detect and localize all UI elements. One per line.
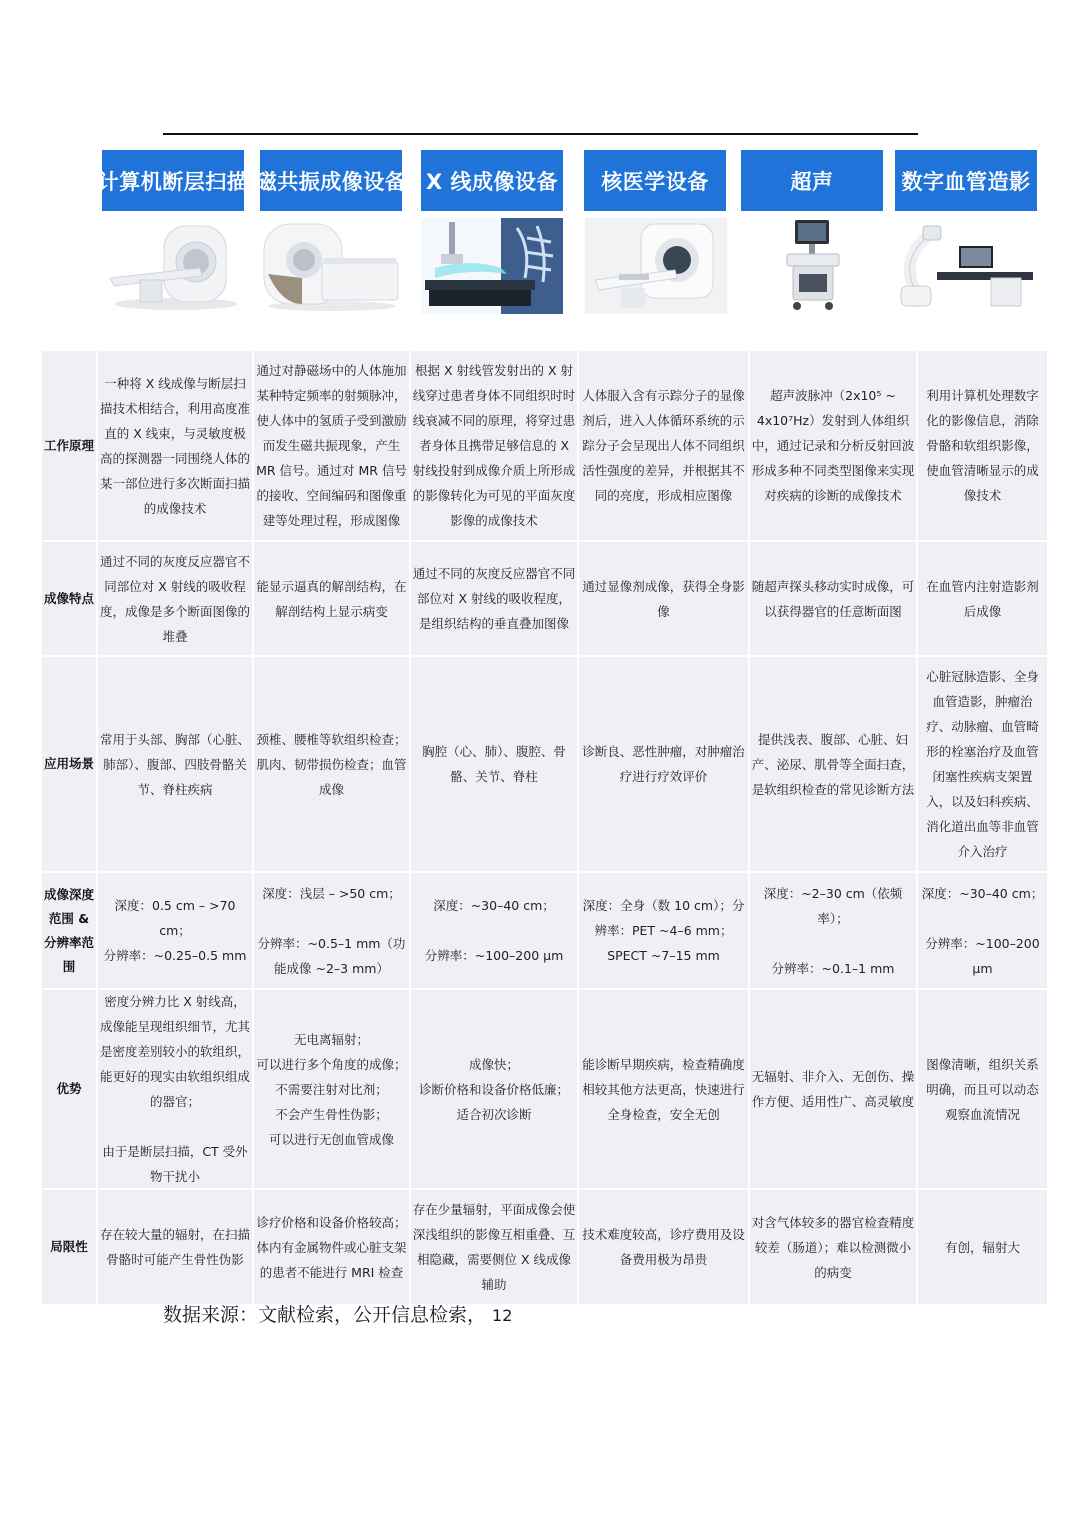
table-cell: 对含气体较多的器官检查精度 较差（肠道）；难以检测微小 的病变 xyxy=(750,1190,916,1304)
comparison-table xyxy=(42,351,1044,1304)
header-nuclear: 核医学设备 xyxy=(584,150,726,211)
table-cell: 颈椎、腰椎等软组织检查； 肌肉、韧带损伤检查；血管 成像 xyxy=(254,657,409,871)
table-cell: 利用计算机处理数字 化的影像信息，消除 骨骼和软组织影像， 使血管清晰显示的成 像技术 xyxy=(918,351,1047,540)
table-cell: 在血管内注射造影剂 后成像 xyxy=(918,542,1047,655)
ct-scanner-image xyxy=(104,218,244,314)
page-number: 12 xyxy=(492,1306,513,1325)
ultrasound-machine-image xyxy=(773,218,853,314)
table-cell: 诊断良、恶性肿瘤，对肿瘤治 疗进行疗效评价 xyxy=(579,657,748,871)
table-cell: 通过对静磁场中的人体施加 某种特定频率的射频脉冲， 使人体中的氢质子受到激励 而发生磁共振现象，产生 MR 信号。通过对 MR 信号 的接收、空间编码和图像重 建等处理过程，形成图像 xyxy=(254,351,409,540)
table-cell: 一种将 X 线成像与断层扫 描技术相结合，利用高度准 直的 X 线束，与灵敏度极 高的探测器一同围绕人体的 某一部位进行多次断面扫描 的成像技术 xyxy=(98,351,252,540)
table-cell: 深度：0.5 cm – >70 cm； 分辨率：~0.25–0.5 mm xyxy=(98,873,252,988)
table-cell: 诊疗价格和设备价格较高； 体内有金属物件或心脏支架 的患者不能进行 MRI 检查 xyxy=(254,1190,409,1304)
row-label-depth-resolution: 成像深度 范围 & 分辨率范 围 xyxy=(42,873,96,988)
table-cell: 胸腔（心、肺）、腹腔、骨 骼、关节、脊柱 xyxy=(411,657,577,871)
table-cell: 成像快； 诊断价格和设备价格低廉； 适合初次诊断 xyxy=(411,990,577,1188)
nuclear-medicine-scanner-image xyxy=(585,218,727,314)
row-label-limitations: 局限性 xyxy=(42,1190,96,1304)
table-cell: 常用于头部、胸部（心脏、 肺部）、腹部、四肢骨骼关 节、脊柱疾病 xyxy=(98,657,252,871)
source-footer xyxy=(163,1300,512,1327)
table-cell: 深度：~2–30 cm（依频 率）； 分辨率：~0.1–1 mm xyxy=(750,873,916,988)
dsa-c-arm-image xyxy=(897,218,1035,314)
table-cell: 存在少量辐射，平面成像会使 深浅组织的影像互相重叠、互 相隐藏，需要侧位 X 线成像 辅助 xyxy=(411,1190,577,1304)
table-cell: 密度分辨力比 X 射线高， 成像能呈现组织细节，尤其 是密度差别较小的软组织， 能更好的现实由软组织组成 的器官； 由于是断层扫描，CT 受外 物干扰小 xyxy=(98,990,252,1188)
table-cell: 心脏冠脉造影、全身 血管造影，肿瘤治 疗、动脉瘤、血管畸 形的栓塞治疗及血管 闭塞性疾病支架置 入，以及妇科疾病、 消化道出血等非血管 介入治疗 xyxy=(918,657,1047,871)
table-cell: 图像清晰，组织关系 明确，而且可以动态 观察血流情况 xyxy=(918,990,1047,1188)
table-cell: 深度：全身（数 10 cm）；分 辨率：PET ~4–6 mm； SPECT ~7–15 mm xyxy=(579,873,748,988)
xray-machine-image xyxy=(421,218,563,314)
header-xray: X 线成像设备 xyxy=(421,150,563,211)
table-cell: 能显示逼真的解剖结构，在 解剖结构上显示病变 xyxy=(254,542,409,655)
table-cell: 通过不同的灰度反应器官不同 部位对 X 射线的吸收程度， 是组织结构的垂直叠加图像 xyxy=(411,542,577,655)
table-cell: 提供浅表、腹部、心脏、妇 产、泌尿、肌骨等全面扫查， 是软组织检查的常见诊断方法 xyxy=(750,657,916,871)
header-ultrasound: 超声 xyxy=(741,150,883,211)
table-cell: 通过不同的灰度反应器官不 同部位对 X 射线的吸收程 度，成像是多个断面图像的 堆叠 xyxy=(98,542,252,655)
row-label-imaging-features: 成像特点 xyxy=(42,542,96,655)
header-dsa: 数字血管造影 xyxy=(895,150,1037,211)
table-cell: 人体服入含有示踪分子的显像 剂后，进入人体循环系统的示 踪分子会呈现出人体不同组织 活性强度的差异，并根据其不 同的亮度，形成相应图像 xyxy=(579,351,748,540)
table-cell: 随超声探头移动实时成像，可 以获得器官的任意断面图 xyxy=(750,542,916,655)
table-cell: 有创，辐射大 xyxy=(918,1190,1047,1304)
row-label-principle: 工作原理 xyxy=(42,351,96,540)
mri-scanner-image xyxy=(262,218,402,314)
row-label-advantages: 优势 xyxy=(42,990,96,1188)
table-cell: 根据 X 射线管发射出的 X 射 线穿过患者身体不同组织时时 线衰减不同的原理，将穿过患 者身体且携带足够信息的 X 射线投射到成像介质上所形成 的影像转化为可见的平面灰度 影像的成像技术 xyxy=(411,351,577,540)
table-cell: 深度：~30–40 cm； 分辨率：~100–200 μm xyxy=(918,873,1047,988)
table-cell: 存在较大量的辐射，在扫描 骨骼时可能产生骨性伪影 xyxy=(98,1190,252,1304)
header-ct: 计算机断层扫描 xyxy=(102,150,244,211)
table-cell: 通过显像剂成像，获得全身影 像 xyxy=(579,542,748,655)
table-cell: 无辐射、非介入、无创伤、操 作方便、适用性广、高灵敏度 xyxy=(750,990,916,1188)
table-cell: 超声波脉冲（2x10⁵ ~ 4x10⁷Hz）发射到人体组织 中，通过记录和分析反射回波 形成多种不同类型图像来实现 对疾病的诊断的成像技术 xyxy=(750,351,916,540)
table-cell: 深度：浅层 – >50 cm； 分辨率：~0.5–1 mm（功 能成像 ~2–3 mm） xyxy=(254,873,409,988)
top-divider xyxy=(163,133,918,135)
table-cell: 深度：~30–40 cm； 分辨率：~100–200 μm xyxy=(411,873,577,988)
header-mri: 磁共振成像设备 xyxy=(260,150,402,211)
source-text: 数据来源：文献检索，公开信息检索， xyxy=(163,1304,487,1326)
table-cell: 能诊断早期疾病，检查精确度 相较其他方法更高，快速进行 全身检查，安全无创 xyxy=(579,990,748,1188)
table-cell: 技术难度较高，诊疗费用及设 备费用极为昂贵 xyxy=(579,1190,748,1304)
table-cell: 无电离辐射； 可以进行多个角度的成像； 不需要注射对比剂； 不会产生骨性伪影； 可以进行无创血管成像 xyxy=(254,990,409,1188)
row-label-applications: 应用场景 xyxy=(42,657,96,871)
